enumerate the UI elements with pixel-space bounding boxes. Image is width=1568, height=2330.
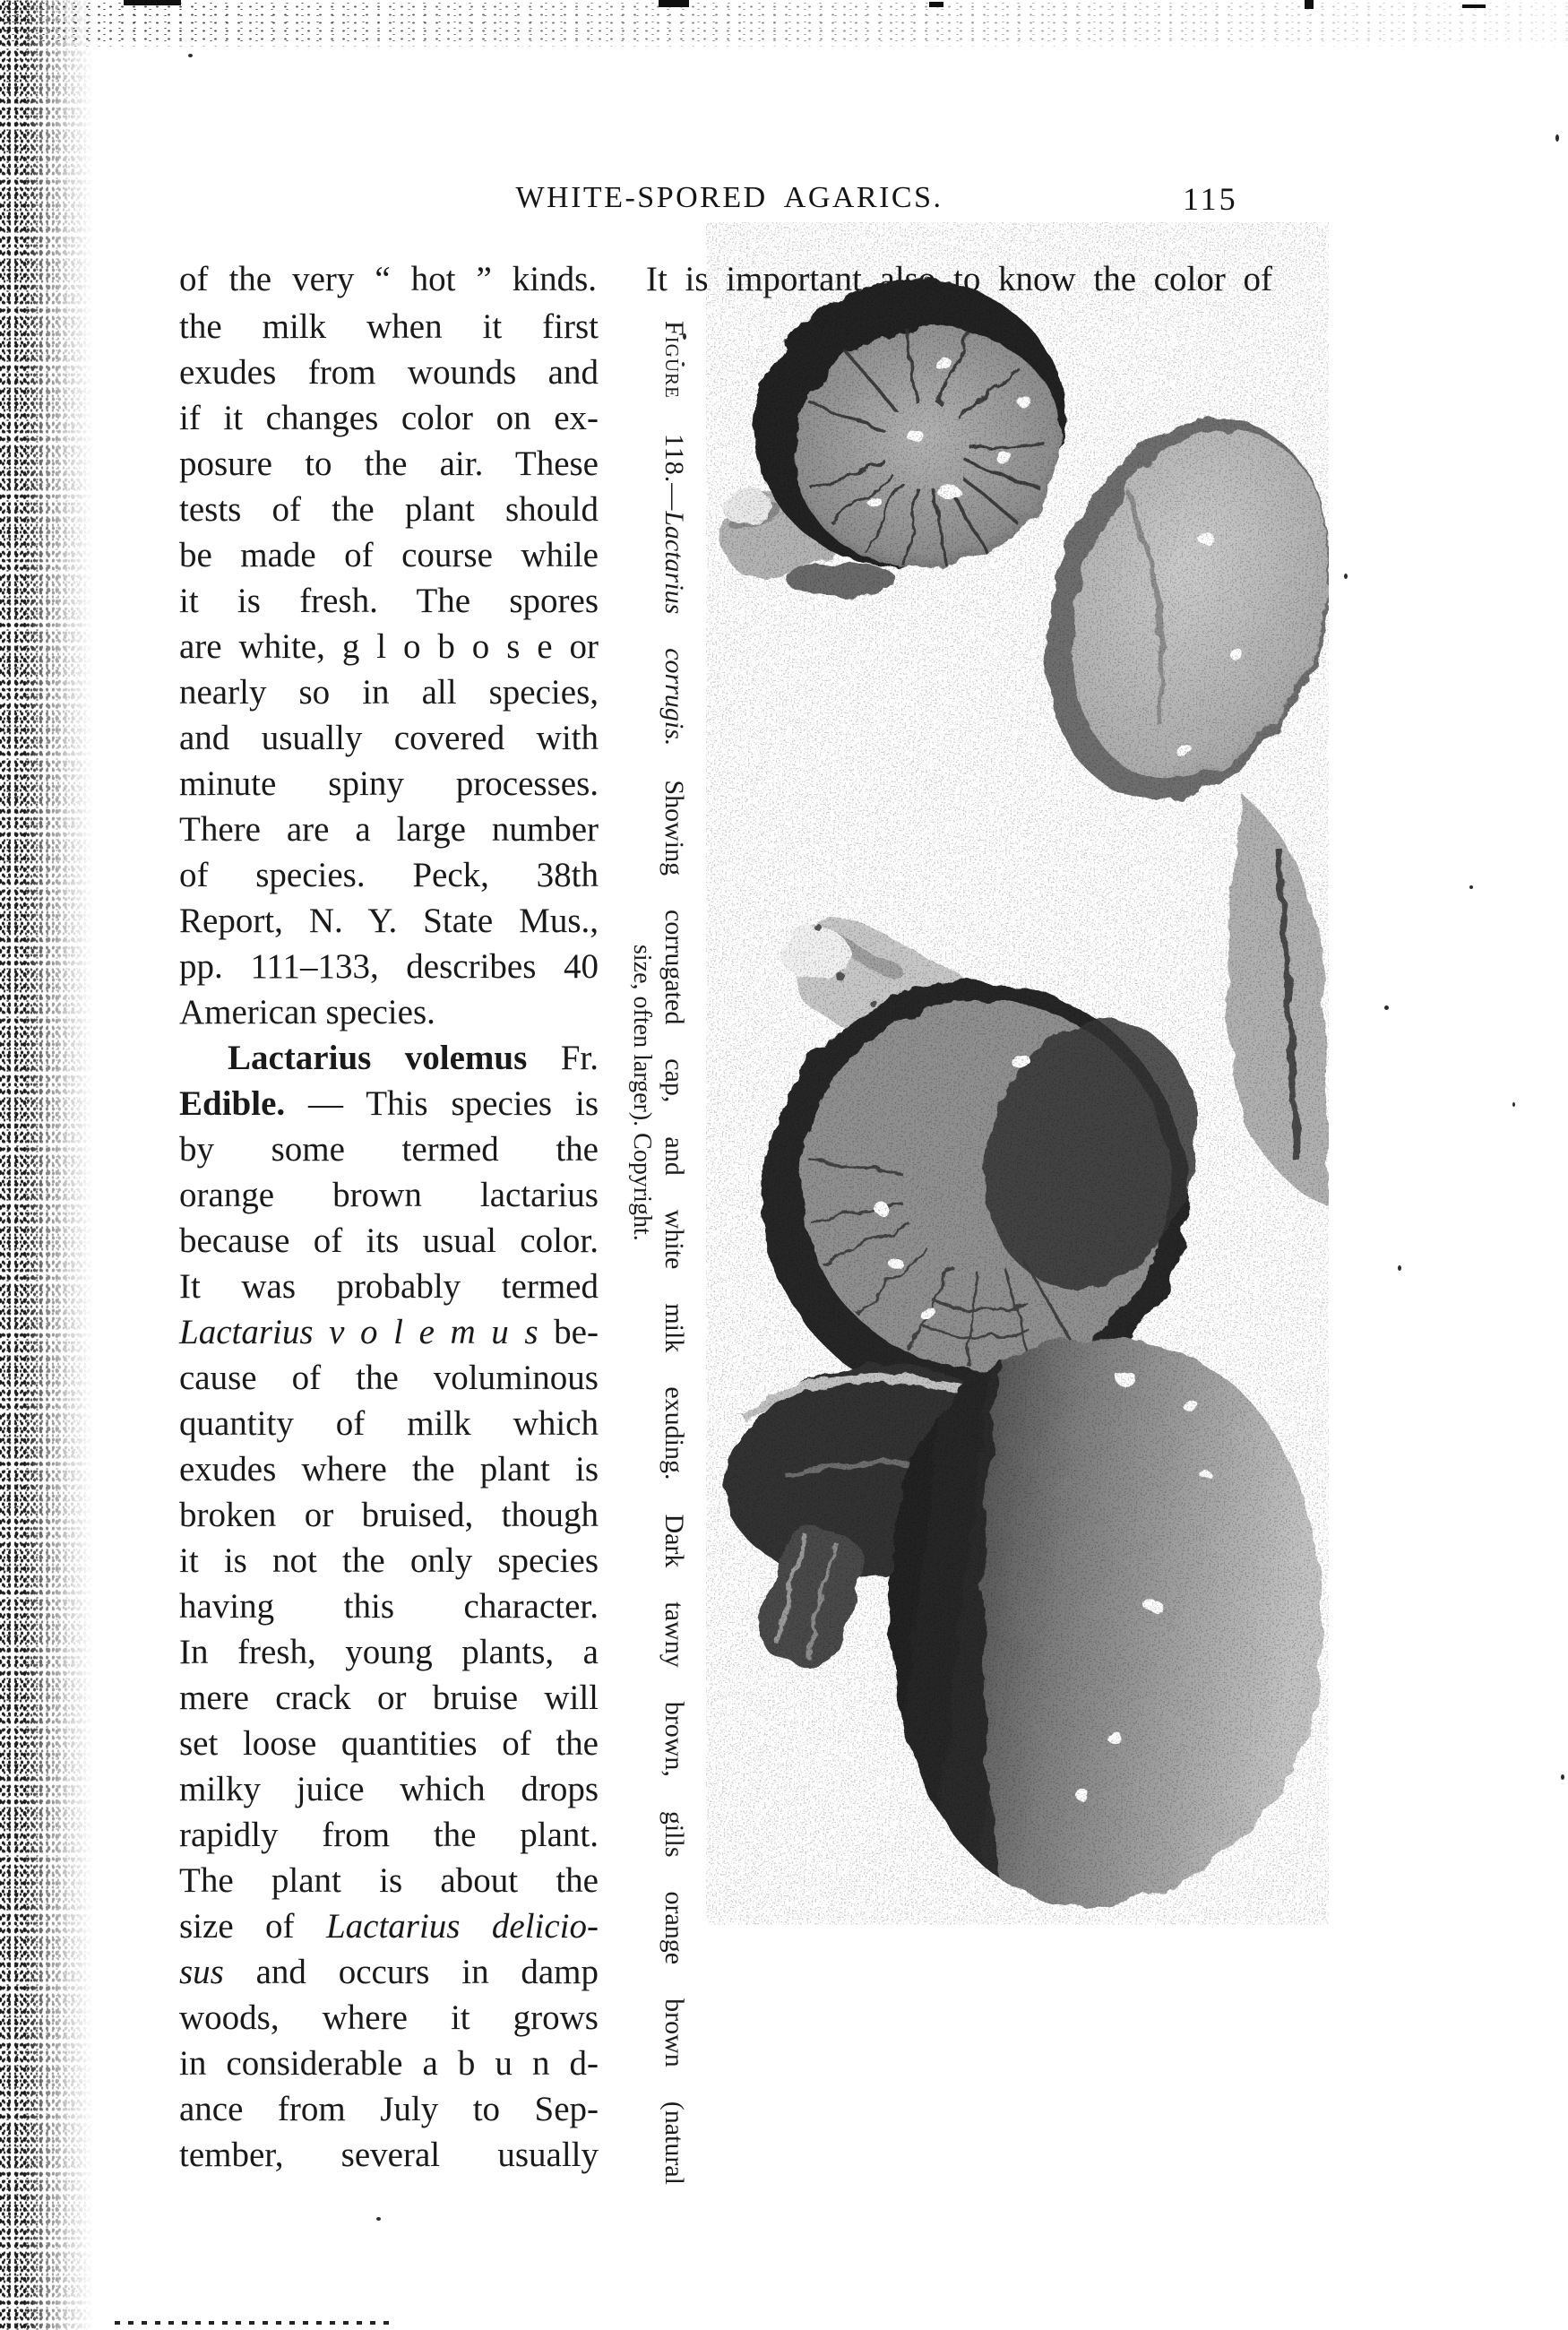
text-line-species-heading: Lactarius volemus Fr. bbox=[228, 1039, 599, 1077]
text-line: set loose quantities of the bbox=[179, 1724, 599, 1763]
scan-mark bbox=[124, 0, 181, 5]
text-line: exudes from wounds and bbox=[179, 353, 599, 392]
text-line: In fresh, young plants, a bbox=[179, 1633, 599, 1671]
scan-speck bbox=[1384, 1005, 1389, 1010]
scan-noise-bottom-edge bbox=[0, 0, 1568, 47]
text-line: because of its usual color. bbox=[179, 1221, 599, 1260]
text-line: tember, several usually bbox=[179, 2136, 599, 2174]
body-text-column bbox=[179, 304, 599, 2178]
text-line: size of Lactarius delicio- bbox=[179, 1907, 599, 1946]
text-line: it is not the only species bbox=[179, 1541, 599, 1580]
text-line: minute spiny processes. bbox=[179, 764, 599, 803]
text-line: exudes where the plant is bbox=[179, 1450, 599, 1489]
figure-photo-lactarius-corrugis bbox=[706, 222, 1329, 1925]
figure-caption-desc-2: Dark tawny brown, gills orange brown (natural bbox=[659, 1514, 689, 2186]
text-line: the milk when it first bbox=[179, 307, 599, 346]
text-line: ance from July to Sep- bbox=[179, 2090, 599, 2128]
text-line: Report, N. Y. State Mus., bbox=[179, 902, 599, 940]
text-line: sus and occurs in damp bbox=[179, 1953, 599, 1991]
scan-speck bbox=[1561, 1774, 1564, 1780]
scan-speck bbox=[1555, 134, 1559, 142]
figure-caption-line-2: size, often larger). Copyright. bbox=[628, 945, 656, 1241]
first-line-left-segment: of the very “ hot ” kinds. bbox=[179, 260, 597, 298]
text-line: The plant is about the bbox=[179, 1861, 599, 1900]
text-line: are white, g l o b o s e or bbox=[179, 627, 599, 666]
scan-mark bbox=[1462, 4, 1486, 8]
running-head-title: WHITE-SPORED AGARICS. bbox=[515, 181, 943, 214]
text-line: tests of the plant should bbox=[179, 490, 599, 529]
text-line: it is fresh. The spores bbox=[179, 582, 599, 620]
text-line: There are a large number bbox=[179, 810, 599, 849]
first-line-right-segment: It is important also to know the color of bbox=[646, 260, 1272, 298]
text-line: broken or bruised, though bbox=[179, 1496, 599, 1534]
text-line: American species. bbox=[179, 993, 435, 1031]
text-line: Lactarius v o l e m u s be- bbox=[179, 1313, 599, 1351]
scan-speck bbox=[1512, 1102, 1515, 1107]
text-line: orange brown lactarius bbox=[179, 1176, 599, 1214]
text-line: and usually covered with bbox=[179, 719, 599, 757]
scan-speck bbox=[1469, 885, 1473, 889]
scan-speck bbox=[376, 2217, 381, 2221]
text-line: of species. Peck, 38th bbox=[179, 856, 599, 894]
text-line: be made of course while bbox=[179, 536, 599, 574]
text-line: mere crack or bruise will bbox=[179, 1678, 599, 1717]
text-line: It was probably termed bbox=[179, 1267, 599, 1306]
text-line: nearly so in all species, bbox=[179, 673, 599, 712]
text-line: in considerable a b u n d- bbox=[179, 2044, 599, 2083]
text-line: having this character. bbox=[179, 1587, 599, 1626]
scan-noise-dotted-line bbox=[115, 2321, 392, 2325]
scan-speck bbox=[1344, 574, 1348, 579]
scan-speck bbox=[1398, 1265, 1401, 1271]
figure-caption-line-1 bbox=[654, 321, 694, 2185]
text-line: if it changes color on ex- bbox=[179, 399, 599, 437]
figure-caption-label: Figure 118.— bbox=[659, 321, 689, 512]
text-line: rapidly from the plant. bbox=[179, 1816, 599, 1854]
text-line: posure to the air. These bbox=[179, 444, 599, 483]
scan-noise-left-edge bbox=[0, 0, 93, 2330]
text-line: cause of the voluminous bbox=[179, 1359, 599, 1397]
scan-mark bbox=[929, 2, 943, 7]
text-line: by some termed the bbox=[179, 1130, 599, 1169]
text-line-edible: Edible. — This species is bbox=[179, 1084, 599, 1123]
text-line: woods, where it grows bbox=[179, 1998, 599, 2037]
scan-speck bbox=[188, 54, 193, 57]
scan-mark bbox=[659, 0, 689, 7]
figure-caption-species: Lactarius corrugis. bbox=[659, 511, 689, 746]
text-line: quantity of milk which bbox=[179, 1404, 599, 1443]
figure-caption-desc-1: Showing corrugated cap, and white milk exuding. bbox=[659, 780, 689, 1480]
scan-mark bbox=[1305, 0, 1314, 9]
page-number: 115 bbox=[1183, 181, 1238, 217]
text-line: milky juice which drops bbox=[179, 1770, 599, 1808]
text-line: pp. 111–133, describes 40 bbox=[179, 947, 599, 986]
